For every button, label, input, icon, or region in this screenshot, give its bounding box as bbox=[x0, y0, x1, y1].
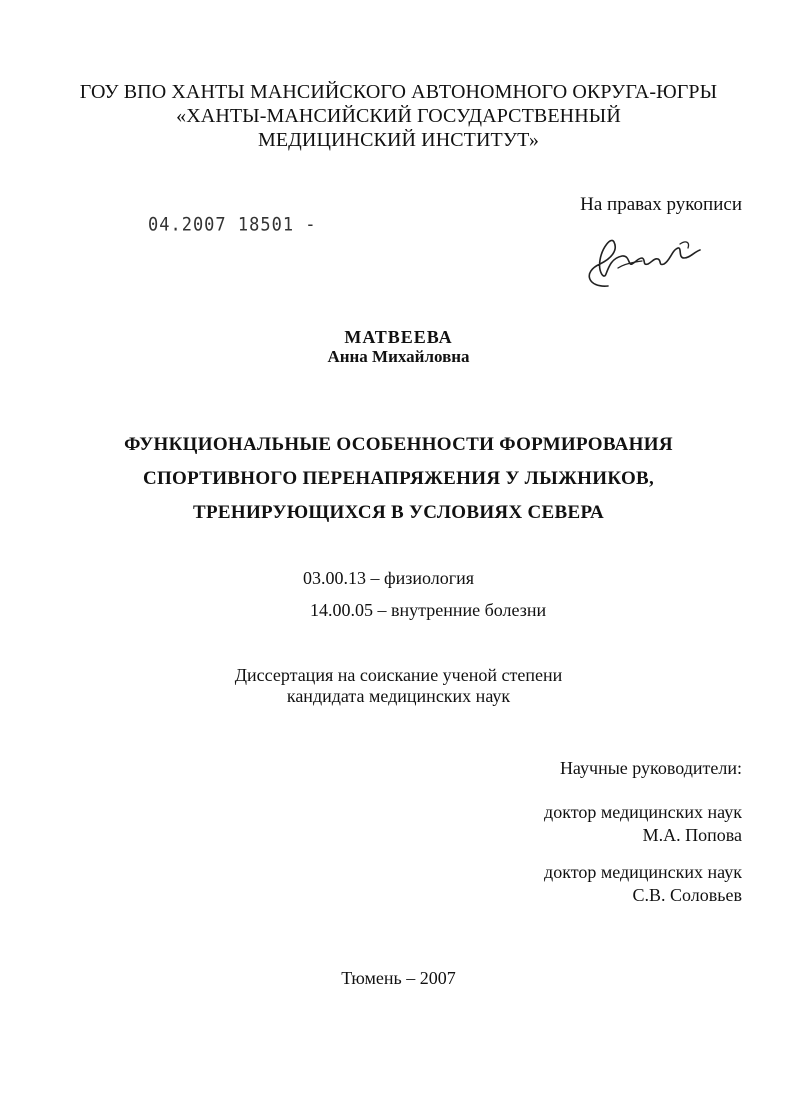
author-name: Анна Михайловна bbox=[327, 347, 470, 366]
title-line-3: ТРЕНИРУЮЩИХСЯ В УСЛОВИЯХ СЕВЕРА bbox=[193, 502, 604, 523]
institution-line-1: ГОУ ВПО ХАНТЫ МАНСИЙСКОГО АВТОНОМНОГО ОКРУГА-ЮГРЫ bbox=[79, 81, 718, 103]
supervisors-heading: Научные руководители: bbox=[559, 758, 742, 778]
degree-line-2: кандидата медицинских наук bbox=[286, 686, 511, 706]
title-line-2: СПОРТИВНОГО ПЕРЕНАПРЯЖЕНИЯ У ЛЫЖНИКОВ, bbox=[142, 468, 655, 489]
specialty-2: 14.00.05 – внутренние болезни bbox=[310, 600, 547, 620]
supervisor-name: М.А. Попова bbox=[642, 825, 742, 845]
supervisor-degree: доктор медицинских наук bbox=[544, 802, 742, 822]
degree-line-1: Диссертация на соискание ученой степени bbox=[234, 665, 563, 685]
author-surname: МАТВЕЕВА bbox=[344, 327, 453, 347]
supervisor-name: С.В. Соловьев bbox=[632, 885, 742, 905]
rights-note: На правах рукописи bbox=[580, 194, 742, 215]
specialty-1: 03.00.13 – физиология bbox=[303, 568, 475, 588]
supervisor-1 bbox=[544, 801, 742, 847]
registry-stamp: 04.2007 18501 - bbox=[148, 214, 317, 236]
institution-line-3: МЕДИЦИНСКИЙ ИНСТИТУТ» bbox=[257, 129, 540, 151]
supervisor-2 bbox=[544, 861, 742, 907]
supervisor-degree: доктор медицинских наук bbox=[544, 862, 742, 882]
signature-icon bbox=[578, 228, 708, 294]
city-year: Тюмень – 2007 bbox=[341, 968, 456, 988]
institution-line-2: «ХАНТЫ-МАНСИЙСКИЙ ГОСУДАРСТВЕННЫЙ bbox=[176, 105, 621, 127]
title-line-1: ФУНКЦИОНАЛЬНЫЕ ОСОБЕННОСТИ ФОРМИРОВАНИЯ bbox=[124, 434, 673, 455]
